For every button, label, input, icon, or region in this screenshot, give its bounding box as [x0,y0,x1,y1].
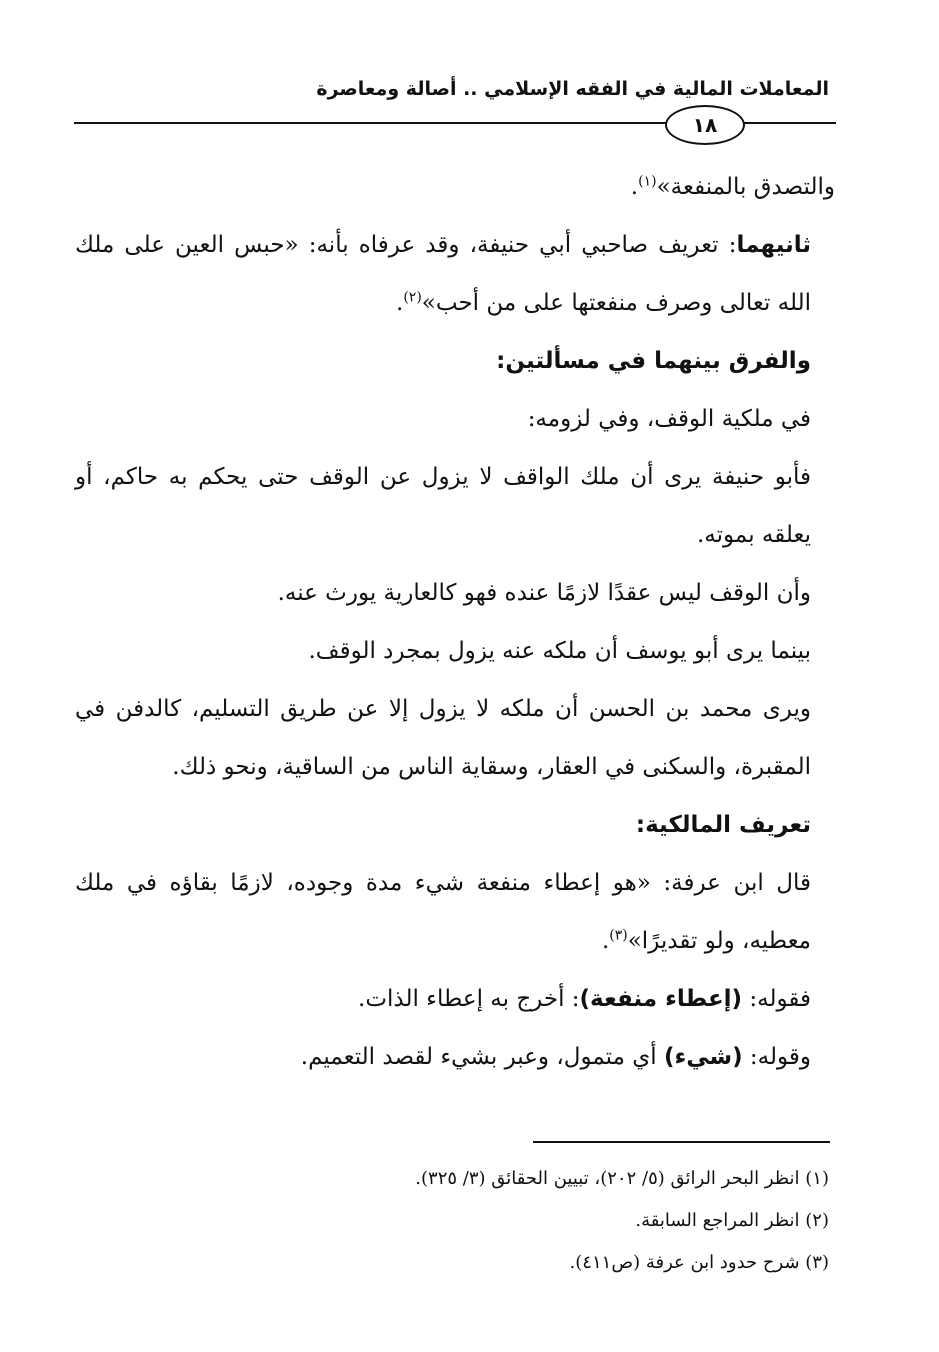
running-header-title: المعاملات المالية في الفقه الإسلامي .. أصالة ومعاصرة [316,78,829,100]
footnote-ref-1: (١) [638,173,657,190]
paragraph-1-end: . [630,174,639,200]
paragraph-12 [75,1028,835,1086]
paragraph-12-rest: أي متمول، وعبر بشيء لقصد التعميم. [300,1044,664,1070]
paragraph-11 [75,970,835,1028]
main-text [75,158,835,1086]
footnote-1: (١) انظر البحر الرائق (٥/ ٢٠٢)، تبيين الحقائق (٣/ ٣٢٥). [415,1168,829,1189]
paragraph-7: بينما يرى أبو يوسف أن ملكه عنه يزول بمجرد الوقف. [308,638,811,664]
paragraph-2-text: : تعريف صاحبي أبي حنيفة، وقد عرفاه بأنه: «حبس العين على ملك الله تعالى وصرف منفعتها على من أحب» [75,232,811,316]
paragraph-11-lead: فقوله: [742,986,811,1012]
paragraph-4: في ملكية الوقف، وفي لزومه: [527,406,811,432]
footnote-2: (٢) انظر المراجع السابقة. [635,1210,829,1231]
paragraph-11-rest: : أخرج به إعطاء الذات. [358,986,580,1012]
paragraph-10 [75,854,835,970]
footnotes [109,1158,829,1284]
paragraph-10-text: قال ابن عرفة: «هو إعطاء منفعة شيء مدة وجوده، لازمًا بقاؤه في ملك معطيه، ولو تقديرًا» [75,870,811,954]
paragraph-8: ويرى محمد بن الحسن أن ملكه لا يزول إلا عن طريق التسليم، كالدفن في المقبرة، والسكنى في العقار، وسقاية الناس من الساقية، ونحو ذلك. [75,696,811,780]
paragraph-2-heading: ثانيهما [736,232,811,258]
section-heading-malikiyya: تعريف المالكية: [635,812,811,838]
paragraph-10-end: . [601,928,610,954]
paragraph-6: وأن الوقف ليس عقدًا لازمًا عنده فهو كالعارية يورث عنه. [277,580,811,606]
paragraph-2-end: . [396,290,404,316]
footnote-ref-3: (٣) [609,927,628,944]
footnote-3: (٣) شرح حدود ابن عرفة (ص٤١١). [569,1252,829,1273]
paragraph-3-heading: والفرق بينهما في مسألتين: [496,348,811,374]
paragraph-5: فأبو حنيفة يرى أن ملك الواقف لا يزول عن الوقف حتى يحكم به حاكم، أو يعلقه بموته. [75,464,811,548]
paragraph-11-term: (إعطاء منفعة) [579,986,743,1012]
paragraph-2 [75,216,835,332]
paragraph-1-text: والتصدق بالمنفعة» [656,174,835,200]
footnote-ref-2: (٢) [403,289,422,306]
paragraph-12-lead: وقوله: [742,1044,811,1070]
page-number-badge: ١٨ [665,105,745,145]
paragraph-1 [75,158,835,216]
paragraph-12-term: (شيء) [663,1044,743,1070]
footnote-separator [533,1141,830,1143]
